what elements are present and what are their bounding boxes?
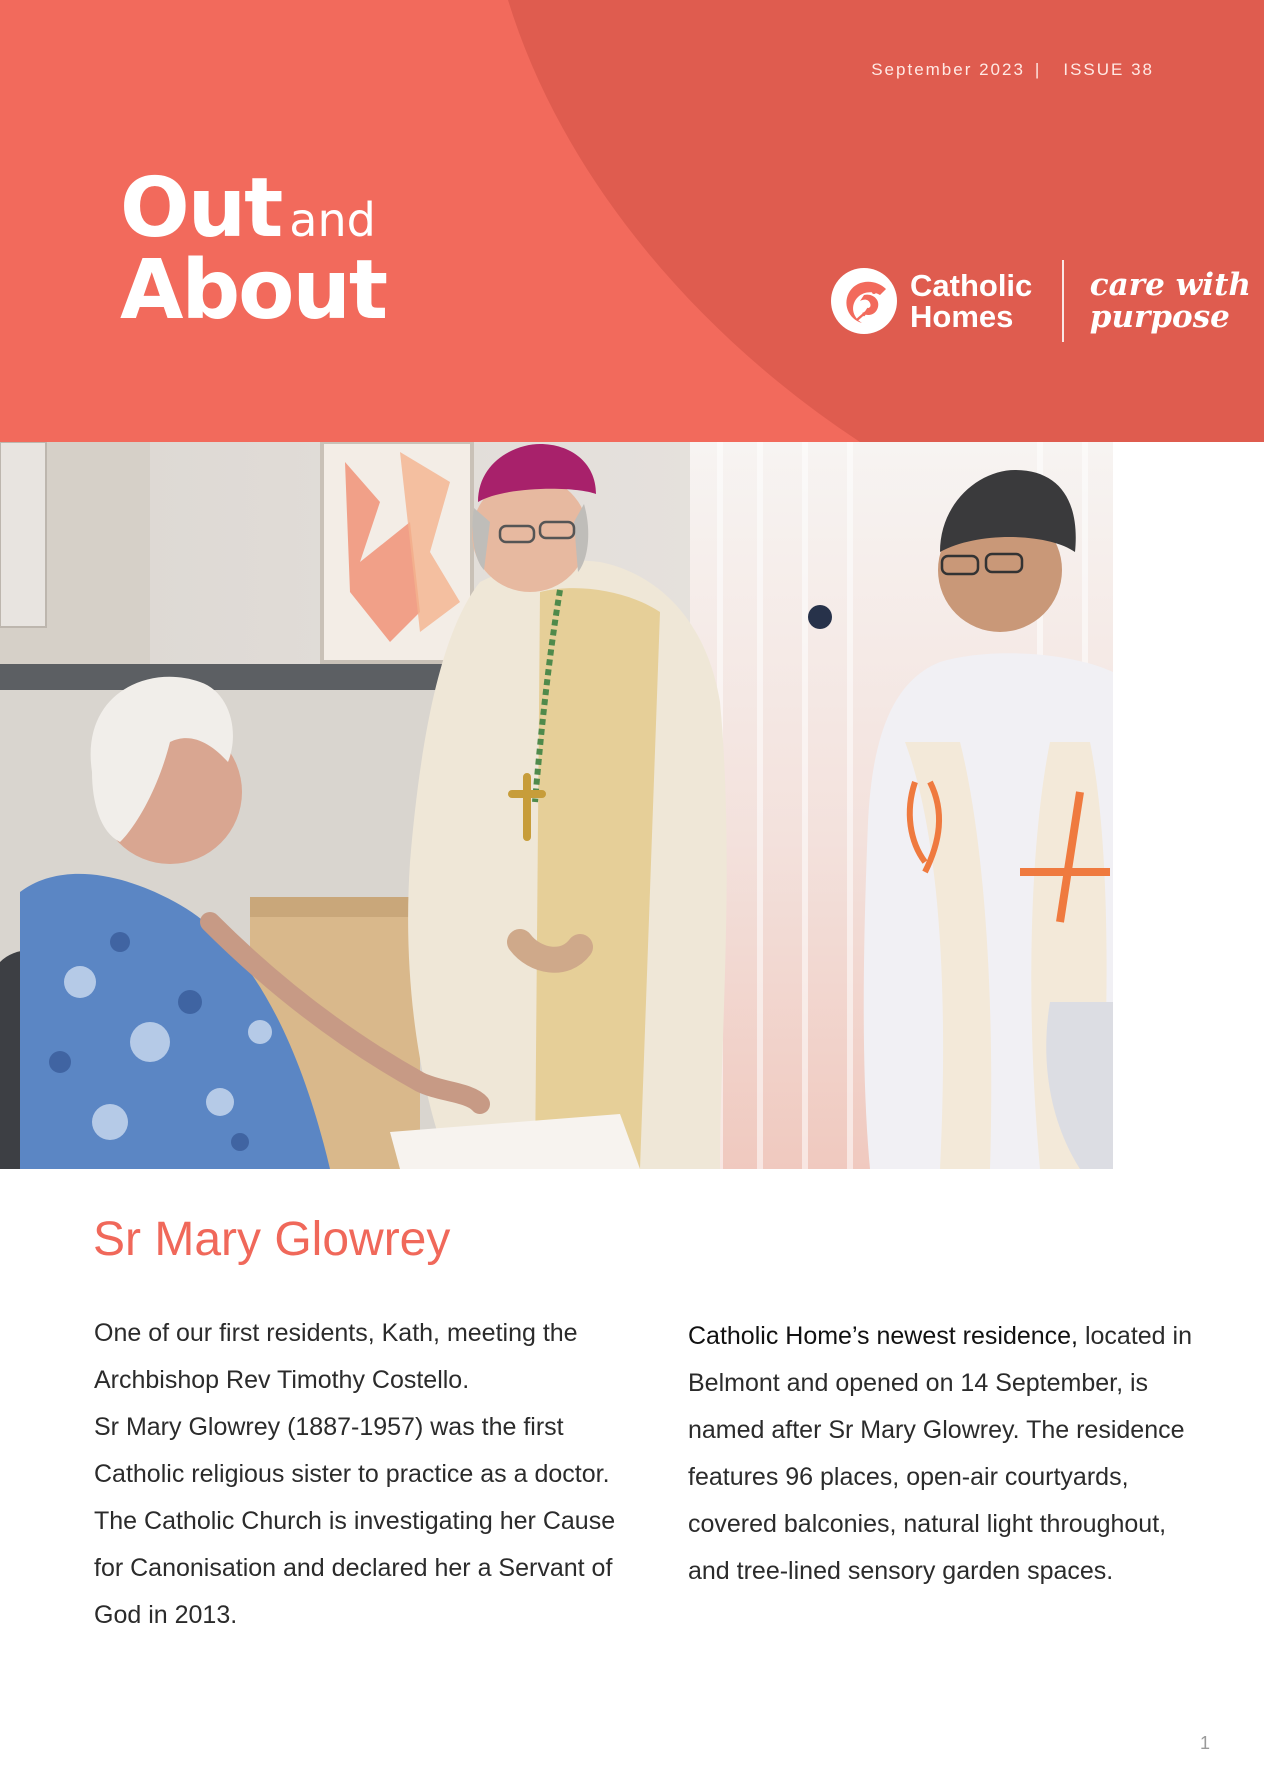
issue-number: ISSUE 38 (1063, 60, 1154, 79)
logo-wordmark-line1: Catholic (910, 268, 1033, 303)
issue-separator: | (1034, 60, 1042, 79)
masthead-word-about: About (120, 243, 387, 338)
header-banner (0, 0, 1264, 442)
dove-icon (828, 265, 900, 337)
masthead-word-and: and (289, 193, 376, 247)
article-title: Sr Mary Glowrey (93, 1213, 451, 1266)
article-paragraph-residence (688, 1313, 1208, 1595)
logo-wordmark-line2: Homes (910, 299, 1014, 334)
logo-wordmark (910, 270, 1032, 332)
article-right-column (688, 1313, 1208, 1595)
logo-tagline-line1: care with (1089, 267, 1251, 303)
masthead-word-out: Out (120, 161, 282, 256)
logo-tagline (1090, 269, 1251, 333)
catholic-homes-logo (828, 256, 1251, 346)
logo-tagline-line2: purpose (1089, 299, 1230, 335)
article-left-column (94, 1310, 634, 1639)
article-paragraph-history: Sr Mary Glowrey (1887-1957) was the first Catholic religious sister to practice as a doctor. The Catholic Church is investigating her Cause for Canonisation and declared her a Servant of God in 2013. (94, 1413, 616, 1629)
issue-line (871, 60, 1154, 80)
masthead-title (120, 161, 387, 338)
article-lead-phrase: Catholic Home’s newest residence, (688, 1322, 1079, 1350)
feature-photo (0, 442, 1113, 1169)
photo-residents-clergy (0, 442, 1113, 1169)
logo-divider (1062, 260, 1064, 342)
issue-date: September 2023 (871, 60, 1025, 79)
article-body-residence: located in Belmont and opened on 14 September, is named after Sr Mary Glowrey. The residence features 96 places, open-air courtyards, covered balconies, natural light throughout, and tree-lined sensory garden spaces. (688, 1322, 1192, 1585)
page-number: 1 (1200, 1733, 1211, 1753)
photo-caption: One of our first residents, Kath, meeting the Archbishop Rev Timothy Costello. (94, 1319, 578, 1394)
